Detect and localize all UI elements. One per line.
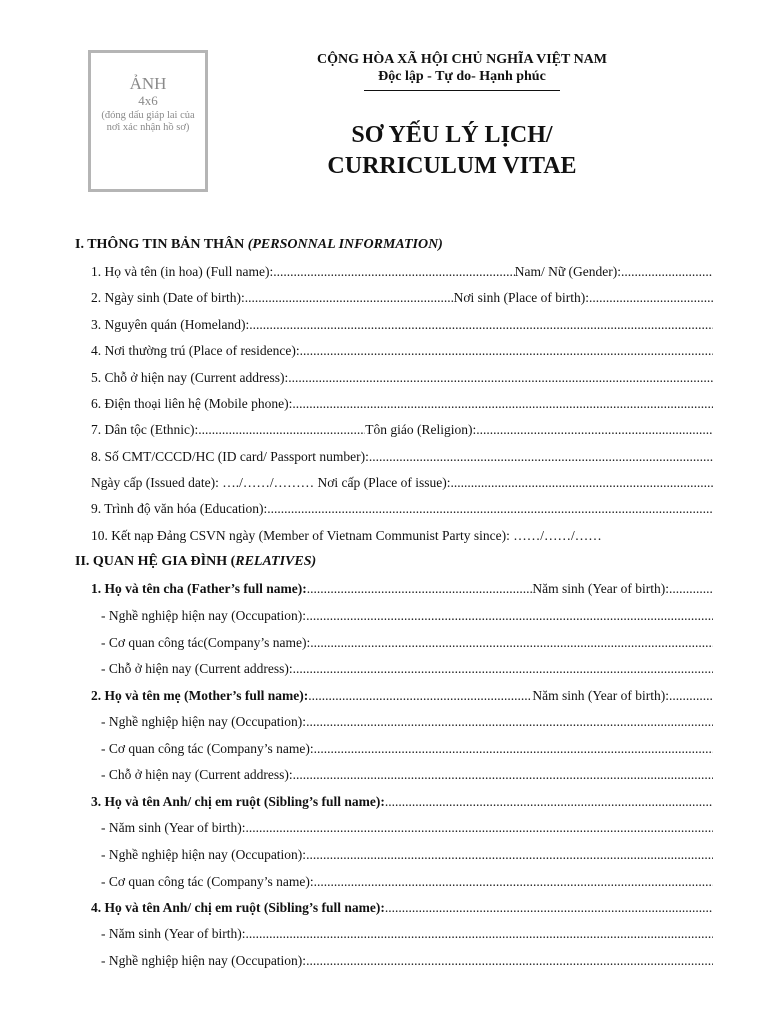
field-phone-row[interactable]: [91, 395, 713, 412]
section-relatives-heading-en: RELATIVES): [235, 554, 317, 569]
sibling1-year-blank[interactable]: [245, 819, 713, 836]
section-personal-heading: [75, 236, 443, 253]
mother-occupation-blank[interactable]: [306, 713, 713, 730]
field-issued-label: Ngày cấp (Issued date): …./……/……… Nơi cấp (Place of issue):: [91, 475, 451, 490]
field-homeland-blank[interactable]: [249, 316, 713, 333]
field-ethnic-row[interactable]: [91, 421, 713, 438]
mother-year-blank[interactable]: [669, 687, 713, 704]
field-full-name-row[interactable]: [91, 263, 713, 280]
field-gender-label: Nam/ Nữ (Gender):: [514, 264, 621, 279]
field-current-address-blank[interactable]: [288, 369, 713, 386]
father-year-blank[interactable]: [669, 580, 713, 597]
sibling1-year-row[interactable]: [101, 819, 713, 836]
sibling2-name-blank[interactable]: [385, 899, 713, 916]
field-party-label: 10. Kết nạp Đảng CSVN ngày (Member of Vietnam Communist Party since): ……/……/……: [91, 528, 602, 543]
sibling2-year-row[interactable]: [101, 925, 713, 942]
mother-name-label: 2. Họ và tên mẹ (Mother’s full name):: [91, 688, 309, 703]
father-occupation-row[interactable]: [101, 607, 713, 624]
field-id-number-row[interactable]: [91, 448, 713, 465]
field-religion-label: Tôn giáo (Religion):: [365, 422, 477, 437]
sibling1-name-row[interactable]: [91, 793, 713, 810]
father-address-label: - Chỗ ở hiện nay (Current address):: [101, 661, 293, 676]
field-homeland-row[interactable]: [91, 316, 713, 333]
father-occupation-label: - Nghề nghiệp hiện nay (Occupation):: [101, 608, 307, 623]
father-name-blank[interactable]: [307, 580, 533, 597]
father-occupation-blank[interactable]: [306, 607, 713, 624]
father-name-row[interactable]: [91, 580, 713, 597]
field-education-label: 9. Trình độ văn hóa (Education):: [91, 501, 268, 516]
sibling1-company-label: - Cơ quan công tác (Company’s name):: [101, 874, 314, 889]
field-issued-blank[interactable]: [451, 474, 713, 491]
field-current-address-label: 5. Chỗ ở hiện nay (Current address):: [91, 370, 289, 385]
sibling1-name-label: 3. Họ và tên Anh/ chị em ruột (Sibling’s full name):: [91, 794, 385, 809]
sibling1-company-blank[interactable]: [314, 873, 713, 890]
section-relatives-heading-vi: II. QUAN HỆ GIA ĐÌNH (: [75, 554, 236, 569]
field-phone-blank[interactable]: [292, 395, 713, 412]
mother-address-label: - Chỗ ở hiện nay (Current address):: [101, 767, 293, 782]
mother-name-blank[interactable]: [308, 687, 532, 704]
sibling2-name-label: 4. Họ và tên Anh/ chị em ruột (Sibling’s full name):: [91, 900, 385, 915]
photo-title: ẢNH: [129, 74, 167, 93]
sibling1-name-blank[interactable]: [385, 793, 713, 810]
sibling1-year-label: - Năm sinh (Year of birth):: [101, 820, 246, 835]
section-personal-heading-vi: I. THÔNG TIN BẢN THÂN: [75, 237, 248, 252]
mother-occupation-label: - Nghề nghiệp hiện nay (Occupation):: [101, 714, 307, 729]
father-name-label: 1. Họ và tên cha (Father’s full name):: [91, 581, 307, 596]
father-company-label: - Cơ quan công tác(Company’s name):: [101, 635, 311, 650]
father-company-blank[interactable]: [310, 634, 713, 651]
document-title: [262, 120, 642, 182]
sibling2-occupation-blank[interactable]: [306, 952, 713, 969]
field-residence-blank[interactable]: [300, 342, 713, 359]
sibling2-occupation-row[interactable]: [101, 952, 713, 969]
title-line-1: SƠ YẾU LÝ LỊCH/: [351, 122, 553, 148]
field-current-address-row[interactable]: [91, 369, 713, 386]
title-line-2: CURRICULUM VITAE: [327, 153, 577, 179]
sibling2-name-row[interactable]: [91, 899, 713, 916]
mother-year-label: Năm sinh (Year of birth):: [532, 688, 669, 703]
field-education-row[interactable]: [91, 500, 713, 517]
field-full-name-label: 1. Họ và tên (in hoa) (Full name):: [91, 264, 274, 279]
sibling1-occupation-blank[interactable]: [306, 846, 713, 863]
field-party-row[interactable]: [91, 527, 602, 544]
father-address-blank[interactable]: [293, 660, 713, 677]
field-education-blank[interactable]: [267, 500, 713, 517]
father-company-row[interactable]: [101, 634, 713, 651]
mother-name-row[interactable]: [91, 687, 713, 704]
mother-company-label: - Cơ quan công tác (Company’s name):: [101, 741, 314, 756]
photo-note: (đóng dấu giáp lai của nơi xác nhận hồ sơ): [101, 110, 195, 133]
field-dob-label: 2. Ngày sinh (Date of birth):: [91, 290, 245, 305]
mother-occupation-row[interactable]: [101, 713, 713, 730]
sibling2-year-label: - Năm sinh (Year of birth):: [101, 926, 246, 941]
field-id-number-label: 8. Số CMT/CCCD/HC (ID card/ Passport number):: [91, 449, 369, 464]
field-full-name-blank[interactable]: [273, 263, 515, 280]
section-relatives-heading: [75, 553, 316, 570]
sibling1-company-row[interactable]: [101, 873, 713, 890]
nation-name: CỘNG HÒA XÃ HỘI CHỦ NGHĨA VIỆT NAM: [316, 52, 607, 67]
field-dob-blank[interactable]: [245, 289, 454, 306]
field-residence-row[interactable]: [91, 342, 713, 359]
field-phone-label: 6. Điện thoại liên hệ (Mobile phone):: [91, 396, 293, 411]
photo-size: 4x6: [138, 93, 158, 108]
sibling2-year-blank[interactable]: [245, 925, 713, 942]
mother-company-row[interactable]: [101, 740, 713, 757]
mother-company-blank[interactable]: [314, 740, 713, 757]
field-gender-blank[interactable]: [621, 263, 713, 280]
field-pob-blank[interactable]: [589, 289, 713, 306]
section-personal-heading-en: (PERSONNAL INFORMATION): [247, 237, 443, 252]
sibling1-occupation-label: - Nghề nghiệp hiện nay (Occupation):: [101, 847, 307, 862]
sibling2-occupation-label: - Nghề nghiệp hiện nay (Occupation):: [101, 953, 307, 968]
father-year-label: Năm sinh (Year of birth):: [532, 581, 669, 596]
motto-underline: [364, 90, 560, 91]
field-ethnic-label: 7. Dân tộc (Ethnic):: [91, 422, 199, 437]
field-residence-label: 4. Nơi thường trú (Place of residence):: [91, 343, 300, 358]
father-address-row[interactable]: [101, 660, 713, 677]
national-header: [272, 51, 652, 91]
mother-address-row[interactable]: [101, 766, 713, 783]
field-dob-row[interactable]: [91, 289, 713, 306]
national-motto: Độc lập - Tự do- Hạnh phúc: [378, 69, 546, 84]
photo-placeholder: [88, 50, 208, 192]
field-ethnic-blank[interactable]: [198, 421, 365, 438]
mother-address-blank[interactable]: [293, 766, 713, 783]
field-pob-label: Nơi sinh (Place of birth):: [453, 290, 589, 305]
field-issued-row[interactable]: [91, 474, 713, 491]
field-religion-blank[interactable]: [476, 421, 713, 438]
field-homeland-label: 3. Nguyên quán (Homeland):: [91, 317, 250, 332]
sibling1-occupation-row[interactable]: [101, 846, 713, 863]
field-id-number-blank[interactable]: [369, 448, 713, 465]
